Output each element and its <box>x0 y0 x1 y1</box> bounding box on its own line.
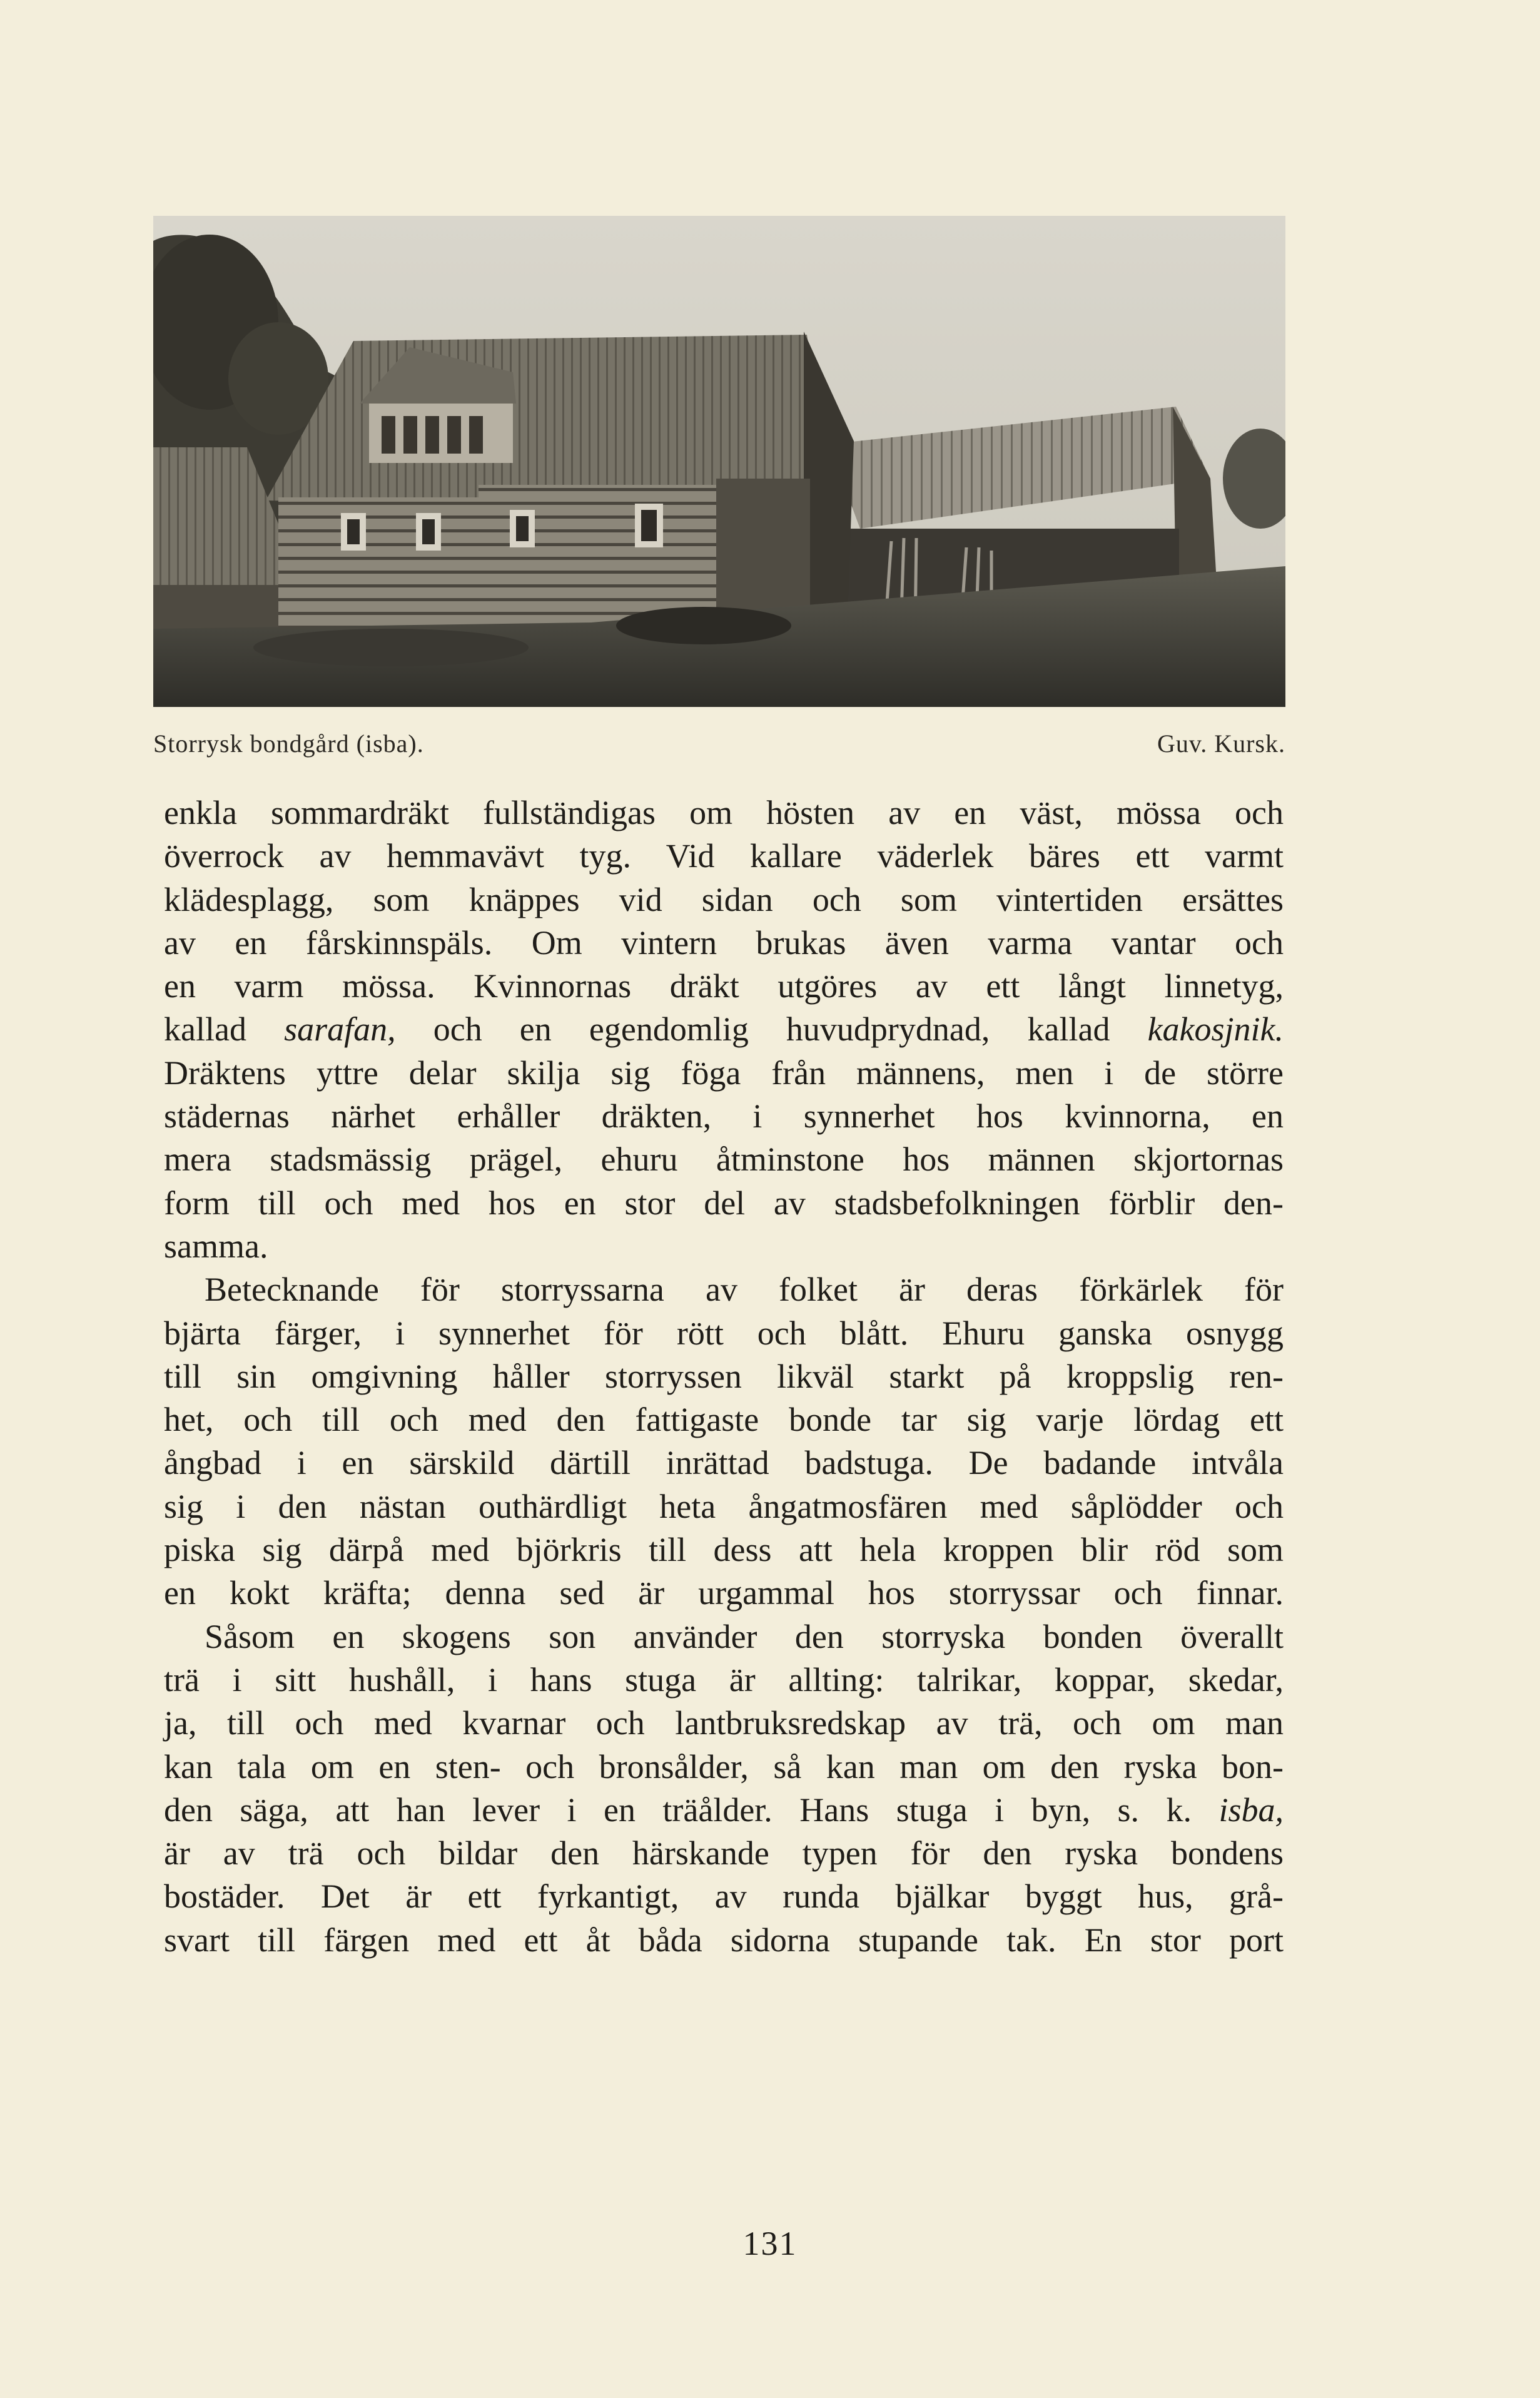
italic-term-isba: isba, <box>1218 1791 1284 1829</box>
text-line: av en fårskinnspäls. Om vintern brukas även varma vantar och <box>164 923 1284 962</box>
text-line: form till och med hos en stor del av stadsbefolkningen förblir den- <box>164 1184 1284 1222</box>
text-line: sig i den nästan outhärdligt heta ångatmosfären med såplödder och <box>164 1487 1284 1525</box>
text-line: Betecknande för storryssarna av folket är deras förkärlek för <box>205 1271 1284 1309</box>
text-line: Såsom en skogens son använder den storryska bonden överallt <box>205 1617 1284 1655</box>
caption-location: Guv. Kursk. <box>1157 729 1285 758</box>
text-line: är av trä och bildar den härskande typen för den ryska bondens <box>164 1834 1284 1872</box>
text-line: trä i sitt hushåll, i hans stuga är allting: talrikar, koppar, skedar, <box>164 1660 1284 1699</box>
text-line: ångbad i en särskild därtill inrättad badstuga. De badande intvåla <box>164 1444 1284 1482</box>
text-line: samma. <box>164 1227 268 1265</box>
text-line: het, och till och med den fattigaste bonde tar sig varje lördag ett <box>164 1401 1284 1439</box>
body-text <box>164 791 1284 1962</box>
text-line: bostäder. Det är ett fyrkantigt, av runda bjälkar byggt hus, grå- <box>164 1877 1284 1916</box>
text-line: enkla sommardräkt fullständigas om hösten av en väst, mössa och <box>164 794 1284 831</box>
text-line: piska sig därpå med björkris till dess att hela kroppen blir röd som <box>164 1531 1284 1569</box>
text-line: överrock av hemmavävt tyg. Vid kallare väderlek bäres ett varmt <box>164 837 1284 875</box>
page-number: 131 <box>742 2225 798 2262</box>
text-line: bjärta färger, i synnerhet för rött och blått. Ehuru ganska osnygg <box>164 1314 1284 1352</box>
text-line: mera stadsmässig prägel, ehuru åtminstone hos männen skjortornas <box>164 1141 1284 1179</box>
text-line: städernas närhet erhåller dräkten, i synnerhet hos kvinnorna, en <box>164 1097 1284 1135</box>
farmhouse-photograph <box>153 216 1285 707</box>
figure-caption <box>153 729 1285 766</box>
text-line: den säga, att han lever i en träålder. Hans stuga i byn, s. k. isba, <box>164 1791 1284 1829</box>
text-line: en kokt kräfta; denna sed är urgammal hos storryssar och finnar. <box>164 1574 1284 1612</box>
farmhouse-photo-image <box>153 216 1285 707</box>
text-line: ja, till och med kvarnar och lantbruksredskap av trä, och om man <box>164 1704 1284 1742</box>
text-line: till sin omgivning håller storryssen likväl starkt på kroppslig ren- <box>164 1357 1284 1395</box>
text-line: Dräktens yttre delar skilja sig föga från männens, men i de större <box>164 1054 1284 1092</box>
text-line: klädesplagg, som knäppes vid sidan och som vintertiden ersättes <box>164 880 1284 918</box>
italic-term-kakosjnik: kakosjnik. <box>1147 1010 1284 1049</box>
text-line: kan tala om en sten- och bronsålder, så kan man om den ryska bon- <box>164 1747 1284 1786</box>
caption-title: Storrysk bondgård (isba). <box>153 729 424 758</box>
text-line: svart till färgen med ett åt båda sidorna stupande tak. En stor port <box>164 1921 1284 1959</box>
text-line: en varm mössa. Kvinnornas dräkt utgöres av ett långt linnetyg, <box>164 967 1284 1005</box>
text-line: kallad sarafan, och en egendomlig huvudprydnad, kallad kakosjnik. <box>164 1010 1284 1049</box>
italic-term-sarafan: sarafan, <box>284 1010 396 1049</box>
